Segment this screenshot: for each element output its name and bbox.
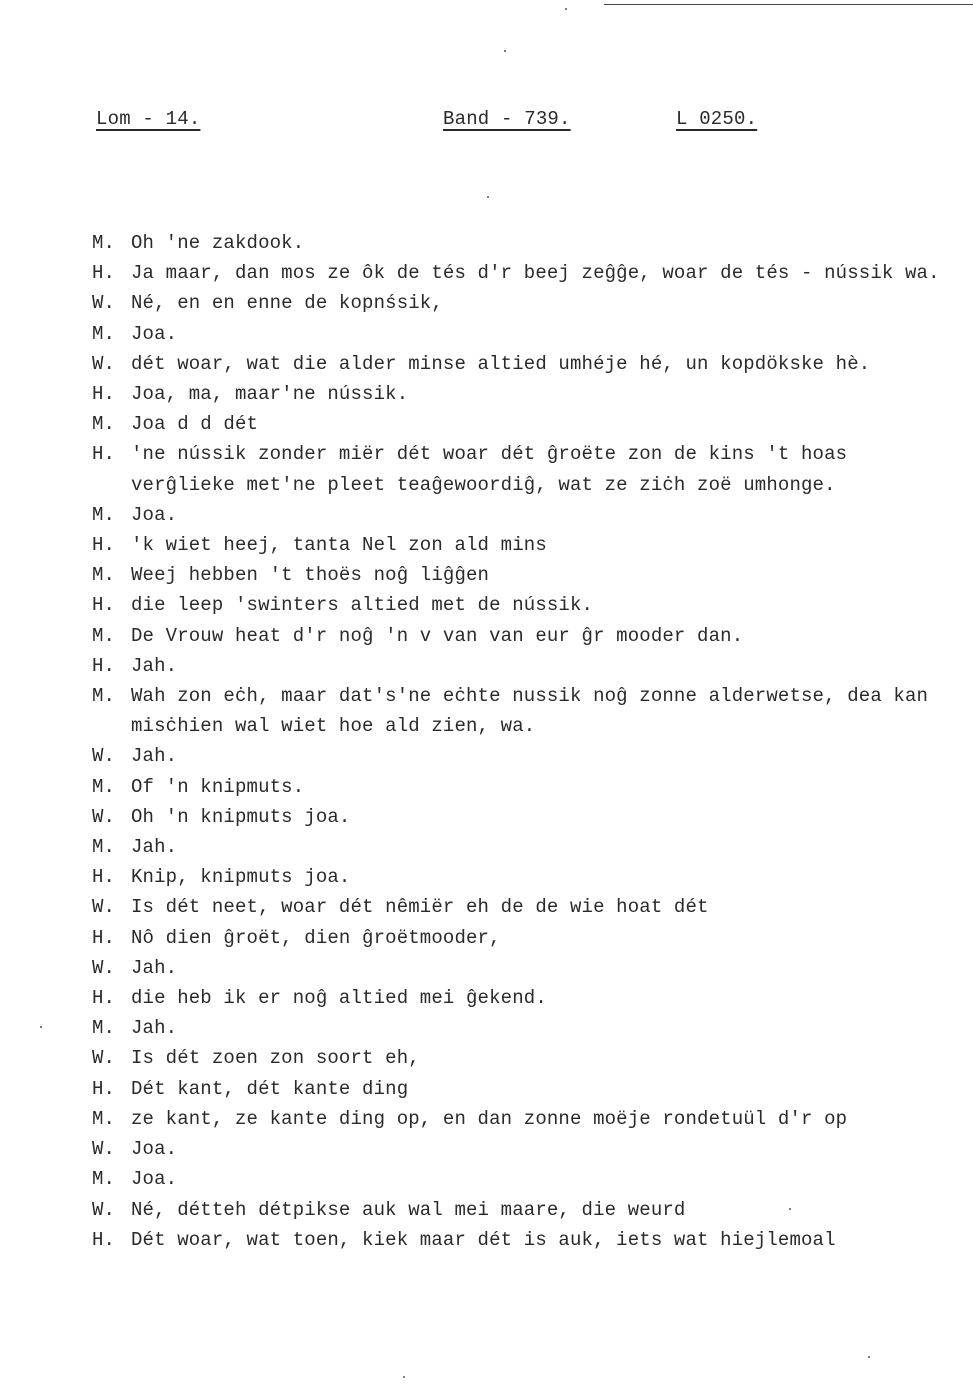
transcript-line [92,409,952,439]
utterance-text: Jah. [131,956,178,979]
speaker-label: W. [92,805,116,828]
transcript-line [92,923,952,953]
speaker-label: H. [92,443,116,466]
utterance-text: Ja maar, dan mos ze ôk de tés d'r beej zeĝĝe, woar de tés - nússik wa. [131,262,940,285]
speaker-label: H. [92,654,116,677]
utterance-text: De Vrouw heat d'r noĝ 'n v van van eur ĝr mooder dan. [131,624,744,647]
utterance-text: Joa. [131,503,178,526]
speaker-label: W. [92,956,116,979]
speaker-label: M. [92,685,116,708]
speaker-label: W. [92,1138,116,1161]
utterance-text: die heb ik er noĝ altied mei ĝekend. [131,987,547,1010]
speaker-label: W. [92,1198,116,1221]
transcript-line [92,1074,952,1104]
transcript-line [92,1043,952,1073]
utterance-text: Weej hebben 't thoës noĝ liĝĝen [131,564,490,587]
utterance-text: Jah. [131,1017,178,1040]
utterance-text: Joa, ma, maar'ne nússik. [131,383,409,406]
scan-speck [565,8,567,10]
utterance-text: Jah. [131,836,178,859]
utterance-text: Joa. [131,322,178,345]
utterance-text: Is dét zoen zon soort eh, [131,1047,420,1070]
transcript-line [92,1164,952,1194]
transcript-line [92,590,952,620]
header-band: Band - 739. [443,108,571,130]
speaker-label: W. [92,292,116,315]
scan-speck [403,1376,405,1378]
utterance-text: Of 'n knipmuts. [131,775,305,798]
transcript-line [92,772,952,802]
speaker-label: W. [92,745,116,768]
transcript-line [92,802,952,832]
utterance-text: Oh 'ne zakdook. [131,232,305,254]
utterance-text: Is dét neet, woar dét nêmiër eh de de wie hoat dét [131,896,709,919]
speaker-label: M. [92,322,116,345]
scan-speck [487,196,489,198]
utterance-text: dét woar, wat die alder minse altied umhéje hé, un kopdökske hè. [131,352,871,375]
speaker-label: M. [92,1017,116,1040]
speaker-label: H. [92,534,116,557]
speaker-label: M. [92,1168,116,1191]
speaker-label: W. [92,896,116,919]
transcript-line [92,832,952,862]
utterance-text: Knip, knipmuts joa. [131,866,351,889]
utterance-text: Jah. [131,654,178,677]
utterance-text: Né, en en enne de kopnśsik, [131,292,443,315]
transcript-line [92,228,952,258]
transcript-line [92,983,952,1013]
transcript [92,228,952,1255]
utterance-text: Dét kant, dét kante ding [131,1077,409,1100]
speaker-label: H. [92,987,116,1010]
transcript-line [92,651,952,681]
utterance-text: die leep 'swinters altied met de nússik. [131,594,594,617]
transcript-line [92,379,952,409]
transcript-line [92,439,952,499]
transcript-line [92,500,952,530]
utterance-text: Né, détteh détpikse auk wal mei maare, die weurd [131,1198,686,1221]
scan-speck [504,50,506,52]
transcript-line [92,1104,952,1134]
header-lom: Lom - 14. [96,108,201,130]
document-header [0,108,973,138]
transcript-line [92,258,952,288]
utterance-text: ze kant, ze kante ding op, en dan zonne moëje rondetuül d'r op [131,1107,848,1130]
speaker-label: M. [92,1107,116,1130]
top-edge-rule [604,4,973,5]
utterance-text: 'ne nússik zonder miër dét woar dét ĝroëte zon de kins 't hoas verĝlieke met'ne pleet teaĝewoordiĝ, wat ze ziċh zoë umhonge. [131,443,859,496]
transcript-line [92,741,952,771]
transcript-line [92,1013,952,1043]
speaker-label: W. [92,1047,116,1070]
speaker-label: M. [92,836,116,859]
utterance-text: Jah. [131,745,178,768]
speaker-label: M. [92,564,116,587]
utterance-text: 'k wiet heej, tanta Nel zon ald mins [131,534,547,557]
speaker-label: M. [92,624,116,647]
transcript-line [92,1195,952,1225]
speaker-label: H. [92,1077,116,1100]
transcript-line [92,319,952,349]
transcript-line [92,681,952,741]
transcript-line [92,892,952,922]
transcript-line [92,560,952,590]
transcript-line [92,349,952,379]
transcript-line [92,621,952,651]
speaker-label: H. [92,1228,116,1251]
speaker-label: H. [92,383,116,406]
transcript-line [92,288,952,318]
utterance-text: Joa. [131,1168,178,1191]
speaker-label: M. [92,775,116,798]
transcript-line [92,1134,952,1164]
utterance-text: Joa d d dét [131,413,259,436]
transcript-line [92,1225,952,1255]
transcript-line [92,862,952,892]
speaker-label: W. [92,352,116,375]
speaker-label: M. [92,413,116,436]
speaker-label: H. [92,926,116,949]
scan-speck [40,1026,42,1028]
speaker-label: H. [92,866,116,889]
header-code: L 0250. [676,108,758,130]
utterance-text: Oh 'n knipmuts joa. [131,805,351,828]
scan-speck [868,1356,870,1358]
utterance-text: Nô dien ĝroët, dien ĝroëtmooder, [131,926,501,949]
speaker-label: H. [92,262,116,285]
speaker-label: H. [92,594,116,617]
utterance-text: Dét woar, wat toen, kiek maar dét is auk, iets wat hiejlemoal [131,1228,836,1251]
utterance-text: Joa. [131,1138,178,1161]
utterance-text: Wah zon eċh, maar dat's'ne eċhte nussik noĝ zonne alderwetse, dea kan misċhien wal wiet hoe ald zien, wa. [131,685,940,738]
transcript-line [92,530,952,560]
transcript-line [92,953,952,983]
speaker-label: M. [92,232,116,254]
speaker-label: M. [92,503,116,526]
